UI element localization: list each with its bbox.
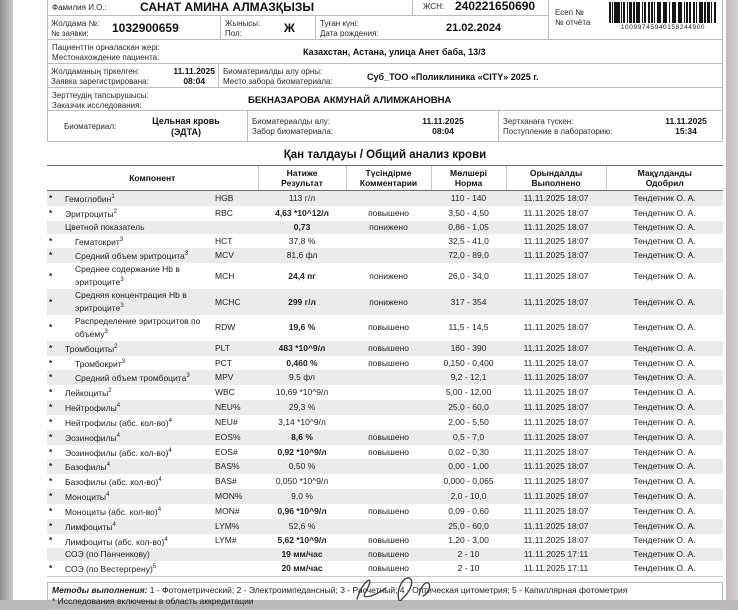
comment-value: повышено	[346, 548, 431, 561]
row-accreditation-flag: *	[47, 289, 63, 315]
comment-value	[346, 385, 431, 400]
registered-cell	[47, 63, 219, 88]
location-label-kz: Пациенттін орналаскан жері:	[52, 43, 160, 52]
row-accreditation-flag: *	[49, 505, 53, 516]
row-accreditation-flag: *	[47, 519, 63, 534]
methods-label: Методы выполнения:	[52, 585, 148, 596]
location-value: Казахстан, Астана, улица Анет баба, 13/3	[303, 47, 486, 57]
comment-value: повышено	[368, 357, 409, 368]
component-code: MON%	[213, 489, 258, 504]
row-accreditation-flag: *	[49, 357, 53, 368]
performed-at: 11.11.2025 18:07	[506, 400, 606, 415]
component-name: Эритроциты$^2$	[65, 208, 117, 219]
component-code: MPV	[213, 370, 258, 385]
performed-at: 11.11.2025 17:11	[506, 548, 606, 561]
order-value: 1032900659	[112, 21, 179, 35]
component-name: Средний объем эритроцита$^3$	[63, 248, 213, 263]
sex-cell	[220, 15, 316, 40]
norm-range: 26,0 - 34,0	[448, 270, 489, 281]
iin-cell	[412, 0, 549, 16]
site-value: Суб_ТОО «Поликлиника «CITY» 2025 г.	[367, 72, 539, 82]
table-row	[47, 474, 723, 489]
customer-label-ru: Заказчик исследования:	[52, 100, 142, 110]
table-row	[47, 415, 723, 430]
component-code: MCHC	[213, 289, 258, 315]
row-accreditation-flag: *	[47, 191, 63, 206]
norm-range: 0,150 - 0,400	[443, 357, 494, 368]
accreditation-note: * Исследования включены в область аккредитации	[52, 596, 254, 607]
comment-value: повышено	[368, 207, 409, 218]
comment-value: повышено	[368, 322, 409, 333]
row-accreditation-flag: *	[49, 322, 53, 333]
component-code	[213, 221, 258, 234]
component-name: СОЭ (по Панченкову)	[63, 548, 213, 561]
table-row	[47, 519, 723, 534]
row-accreditation-flag: *	[47, 248, 63, 263]
component-name: Средняя концентрация Hb в эритроците$^3$	[63, 289, 213, 315]
result-value: 0,50 %	[258, 459, 346, 474]
component-code: RDW	[215, 322, 236, 333]
row-accreditation-flag: *	[47, 459, 63, 474]
customer-label-kz: Зерттеудің тапсырушысы:	[52, 91, 149, 100]
patient-info-grid	[47, 0, 723, 142]
result-value: 37,8 %	[288, 235, 316, 246]
customer-cell	[47, 87, 723, 111]
approved-by: Тендетник О. А.	[606, 221, 723, 234]
table-row	[47, 459, 723, 474]
comment-value	[346, 415, 431, 430]
component-code: WBC	[215, 387, 235, 398]
approved-by: Тендетник О. А.	[633, 505, 696, 516]
table-row	[47, 445, 723, 460]
performed-at: 11.11.2025 18:07	[523, 446, 589, 457]
row-accreditation-flag: *	[49, 476, 53, 487]
row-accreditation-flag: *	[49, 235, 53, 246]
norm-range: 2,0 - 10,0	[431, 489, 506, 504]
approved-by: Тендетник О. А.	[606, 341, 723, 356]
result-value: 0,96 *10^9/л	[277, 505, 327, 516]
methods-text: 1 - Фотометрический; 2 - Электроимпедансный; 3 - Расчетный; 4 - Оптическая цитометрия; 5 - Капиллярная фотометрия	[149, 585, 628, 596]
approved-by: Тендетник О. А.	[633, 446, 696, 457]
comment-value: повышено	[368, 535, 409, 546]
sex-value: Ж	[284, 21, 295, 35]
report-no-label-kz: Есеп №	[555, 8, 584, 17]
patient-name-value: САНАТ АМИНА АЛМАЗҚЫЗЫ	[140, 0, 315, 14]
collection-label-kz: Биоматериалды алу:	[252, 117, 330, 126]
sex-label-ru: Пол:	[225, 28, 242, 38]
component-code: RBC	[215, 207, 233, 218]
result-value: 19 мм/час	[258, 548, 346, 561]
comment-value: повышено	[346, 341, 431, 356]
table-row	[47, 221, 723, 234]
biomaterial-value: Цельная кровь	[152, 116, 220, 126]
approved-by: Тендетник О. А.	[633, 322, 696, 333]
result-value: 10,69 *10^9/л	[275, 387, 329, 398]
norm-range: 1,20 - 3,00	[448, 535, 489, 546]
row-accreditation-flag: *	[47, 430, 63, 445]
norm-range: 72,0 - 89,0	[431, 248, 506, 263]
col-header-done: Орындалды Выполнено	[506, 166, 606, 191]
barcode-number: 10099745940158244900	[620, 24, 706, 31]
col-header-component: Компонент	[47, 166, 258, 191]
signature	[343, 575, 483, 601]
norm-range: 160 - 390	[431, 341, 506, 356]
component-code	[213, 561, 258, 576]
component-code: LYM%	[213, 519, 258, 534]
norm-range: 0,00 - 1,00	[431, 459, 506, 474]
performed-at: 11.11.2025 18:07	[506, 341, 606, 356]
lab-in-label-ru: Поступление в лабораторию:	[503, 126, 613, 136]
table-row	[47, 315, 723, 341]
approved-by: Тендетник О. А.	[633, 476, 696, 487]
performed-at: 11.11.2025 18:07	[523, 416, 589, 427]
result-value: 9,0 %	[258, 489, 346, 504]
lab-in-date: 11.11.2025	[665, 116, 707, 126]
table-row	[47, 489, 723, 504]
lab-in-label-kz: Зертханаға түскен:	[503, 117, 574, 126]
component-code: MCV	[213, 248, 258, 263]
comment-value	[346, 191, 431, 206]
row-accreditation-flag	[47, 548, 63, 561]
component-name: Тромбоциты$^2$	[63, 341, 213, 356]
lab-in-time: 15:34	[675, 125, 697, 136]
component-name: Базофилы$^4$	[63, 459, 213, 474]
performed-at: 11.11.2025 18:07	[523, 235, 589, 246]
table-row	[47, 534, 723, 549]
approved-by: Тендетник О. А.	[606, 289, 723, 315]
lab-received-cell	[498, 110, 723, 142]
result-value: 81,6 фл	[258, 248, 346, 263]
comment-value	[346, 519, 431, 534]
approved-by: Тендетник О. А.	[633, 387, 696, 398]
approved-by: Тендетник О. А.	[606, 519, 723, 534]
table-row	[47, 191, 723, 206]
order-number-cell	[47, 15, 221, 40]
component-name: Лейкоциты$^2$	[65, 388, 112, 399]
patient-location-cell	[47, 39, 723, 64]
norm-range: 0,5 - 7,0	[431, 430, 506, 445]
approved-by: Тендетник О. А.	[633, 357, 696, 368]
component-code: EOS#	[215, 446, 238, 457]
collection-time: 08:04	[432, 125, 454, 136]
performed-at: 11.11.2025 18:07	[523, 357, 589, 368]
comment-value: понижено	[346, 221, 431, 234]
component-code	[213, 548, 258, 561]
approved-by: Тендетник О. А.	[633, 207, 696, 218]
norm-range: 2 - 10	[431, 548, 506, 561]
component-code: PLT	[213, 341, 258, 356]
site-label-ru: Место забора биоматериала:	[223, 76, 333, 86]
order-label-kz: Жолдама №:	[51, 19, 100, 28]
col-header-result: Натиже Результат	[258, 166, 346, 191]
approved-by: Тендетник О. А.	[606, 248, 723, 263]
comment-value	[346, 459, 431, 474]
performed-at: 11.11.2025 18:07	[506, 489, 606, 504]
birth-date-cell	[315, 15, 549, 40]
birth-value: 21.02.2024	[446, 22, 502, 34]
component-name: Моноциты$^4$	[63, 489, 213, 504]
patient-name-label: Фамилия И.О.:	[52, 2, 107, 12]
component-name: Нейтрофилы (абс. кол-во)$^4$	[65, 417, 172, 428]
component-name: Лимфоциты$^4$	[63, 519, 213, 534]
component-code: BAS#	[215, 476, 237, 487]
comment-value: повышено	[368, 563, 409, 574]
performed-at: 11.11.2025 18:07	[506, 191, 606, 206]
table-row	[47, 400, 723, 415]
table-row	[47, 234, 723, 249]
approved-by: Тендетник О. А.	[606, 430, 723, 445]
table-row	[47, 430, 723, 445]
customer-value: БЕКНАЗАРОВА АКМУНАЙ АЛИМЖАНОВНА	[248, 95, 452, 106]
site-label-kz: Биоматериалды алу орны:	[223, 67, 323, 76]
component-name: Эозинофилы$^4$	[63, 430, 213, 445]
norm-range: 0,000 - 0,065	[443, 476, 494, 487]
performed-at: 11.11.2025 18:07	[523, 322, 589, 333]
collection-label-ru: Забор биоматериала:	[252, 126, 333, 136]
component-name: Распределение эритроцитов по объему$^3$	[75, 315, 201, 339]
component-name: Цветной показатель	[63, 221, 213, 234]
col-header-comment: Түсіндірме Комментарии	[346, 166, 431, 191]
performed-at: 11.11.2025 18:07	[523, 535, 589, 546]
result-value: 24,4 пг	[288, 270, 316, 281]
result-value: 8,6 %	[258, 430, 346, 445]
component-code: HGB	[213, 191, 258, 206]
component-code: BAS%	[213, 459, 258, 474]
result-value: 113 г/л	[258, 191, 346, 206]
barcode	[609, 2, 717, 23]
row-accreditation-flag: *	[49, 416, 53, 427]
row-accreditation-flag: *	[49, 207, 53, 218]
result-value: 5,62 *10^9/л	[277, 535, 327, 546]
performed-at: 11.11.2025 18:07	[506, 248, 606, 263]
table-row	[47, 504, 723, 519]
approved-by: Тендетник О. А.	[633, 235, 696, 246]
row-accreditation-flag: *	[49, 387, 53, 398]
comment-value	[346, 489, 431, 504]
table-row	[47, 206, 723, 221]
table-row	[47, 289, 723, 315]
result-value: 0,050 *10^9/л	[275, 476, 329, 487]
table-row	[47, 370, 723, 385]
component-name: Моноциты (абс. кол-во)$^4$	[65, 506, 162, 517]
norm-range: 11,5 - 14,5	[448, 322, 489, 333]
performed-at: 11.11.2025 18:07	[506, 430, 606, 445]
iin-value: 240221650690	[455, 0, 536, 13]
row-accreditation-flag: *	[49, 446, 53, 457]
iin-label: ЖСН:	[423, 1, 445, 11]
approved-by: Тендетник О. А.	[606, 459, 723, 474]
collection-time-cell	[247, 110, 499, 142]
collection-site-cell	[218, 63, 723, 88]
performed-at: 11.11.2025 18:07	[523, 207, 589, 218]
comment-value	[346, 234, 431, 249]
norm-range: 25,0 - 60,0	[431, 519, 506, 534]
table-row	[47, 548, 723, 561]
comment-value: повышено	[346, 430, 431, 445]
row-accreditation-flag: *	[47, 400, 63, 415]
norm-range: 0,02 - 0,30	[448, 446, 489, 457]
component-code: MCH	[215, 270, 235, 281]
order-label-ru: № заявки:	[51, 28, 89, 38]
performed-at: 11.11.2025 18:07	[523, 476, 589, 487]
norm-range: 110 - 140	[431, 191, 506, 206]
performed-at: 11.11.2025 17:11	[523, 563, 589, 574]
component-code: MON#	[215, 505, 240, 516]
col-header-norm: Мөлшері Норма	[431, 166, 506, 191]
comment-value: понижено	[369, 270, 408, 281]
result-value: 0,73	[258, 221, 346, 234]
result-value: 483 *10^9/л	[258, 341, 346, 356]
row-accreditation-flag: *	[47, 489, 63, 504]
result-value: 29,3 %	[258, 400, 346, 415]
row-accreditation-flag: *	[49, 563, 53, 574]
registered-label-ru: Заявка зарегистрирована:	[51, 76, 149, 86]
row-accreditation-flag: *	[49, 535, 53, 546]
norm-range: 5,00 - 12,00	[445, 387, 492, 398]
row-accreditation-flag: *	[47, 341, 63, 356]
row-accreditation-flag: *	[47, 370, 63, 385]
table-row	[47, 248, 723, 263]
performed-at: 11.11.2025 18:07	[506, 370, 606, 385]
component-name: Базофилы (абс. кол-во)$^4$	[65, 477, 162, 488]
norm-range: 3,50 - 4,50	[448, 207, 489, 218]
result-value: 4,63 *10^12/л	[275, 207, 329, 218]
col-header-approved: Мақұлданды Одобрил	[606, 166, 723, 191]
table-row	[47, 263, 723, 289]
registered-date: 11.11.2025	[173, 66, 215, 76]
performed-at: 11.11.2025 18:07	[506, 519, 606, 534]
norm-range: 32,5 - 41,0	[448, 235, 489, 246]
result-value: 299 г/л	[258, 289, 346, 315]
result-value: 0,460 %	[286, 357, 318, 368]
result-value: 19,6 %	[288, 322, 316, 333]
norm-range: 2,00 - 5,50	[448, 416, 489, 427]
biomaterial-label: Биоматериал:	[64, 122, 117, 131]
birth-label-ru: Дата рождения:	[320, 28, 379, 38]
performed-at: 11.11.2025 18:07	[506, 289, 606, 315]
component-code: PCT	[215, 357, 232, 368]
row-accreditation-flag	[47, 221, 63, 234]
location-label-ru: Местонахождение пациента:	[52, 52, 160, 62]
component-name: Лимфоциты (абс. кол-во)$^4$	[65, 536, 168, 547]
viewer-right-margin	[726, 0, 738, 600]
viewer-left-margin	[0, 0, 13, 600]
approved-by: Тендетник О. А.	[606, 548, 723, 561]
component-name: Тромбокрит$^3$	[75, 358, 125, 369]
performed-at: 11.11.2025 18:07	[506, 459, 606, 474]
comment-value: повышено	[368, 446, 409, 457]
component-code: LYM#	[215, 535, 237, 546]
report-title: Қан талдауы / Общий анализ крови	[283, 149, 487, 161]
registered-time: 08:04	[183, 75, 206, 86]
report-number-cell	[548, 0, 723, 40]
row-accreditation-flag: *	[49, 270, 53, 281]
performed-at: 11.11.2025 18:07	[523, 387, 589, 398]
norm-range: 317 - 354	[431, 289, 506, 315]
norm-range: 0,09 - 0,60	[448, 505, 489, 516]
result-value: 0,92 *10^9/л	[277, 446, 327, 457]
sex-label-kz: Жынысы:	[225, 19, 261, 28]
approved-by: Тендетник О. А.	[633, 563, 696, 574]
table-header-row	[47, 166, 723, 191]
approved-by: Тендетник О. А.	[606, 191, 723, 206]
component-code: NEU%	[213, 400, 258, 415]
registered-label-kz: Жолдаманың тіркелген:	[51, 67, 140, 76]
approved-by: Тендетник О. А.	[633, 416, 696, 427]
comment-value	[346, 370, 431, 385]
comment-value	[346, 474, 431, 489]
table-row	[47, 341, 723, 356]
comment-value: повышено	[368, 505, 409, 516]
performed-at: 11.11.2025 18:07	[523, 270, 589, 281]
approved-by: Тендетник О. А.	[606, 489, 723, 504]
component-name: Средний объем тромбоцита$^3$	[63, 370, 213, 385]
collection-date: 11.11.2025	[422, 116, 464, 126]
norm-range: 0,86 - 1,05	[431, 221, 506, 234]
component-code: HCT	[215, 235, 233, 246]
approved-by: Тендетник О. А.	[633, 270, 696, 281]
table-row	[47, 356, 723, 371]
result-value: 52,6 %	[258, 519, 346, 534]
component-code: NEU#	[215, 416, 238, 427]
norm-range: 2 - 10	[457, 563, 480, 574]
approved-by: Тендетник О. А.	[606, 370, 723, 385]
approved-by: Тендетник О. А.	[606, 400, 723, 415]
table-row	[47, 385, 723, 400]
biomaterial-cell	[47, 110, 248, 142]
component-name: СОЭ (по Вестергрену)$^5$	[65, 564, 157, 575]
norm-range: 25,0 - 60,0	[431, 400, 506, 415]
result-value: 3,14 *10^9/л	[278, 416, 326, 427]
patient-name-cell	[47, 0, 413, 16]
comment-value	[346, 400, 431, 415]
report-no-label-ru: № отчёта	[555, 17, 591, 27]
component-name: Среднее содержание Hb в эритроците$^3$	[75, 264, 180, 288]
performed-at: 11.11.2025 18:07	[506, 221, 606, 234]
result-value: 20 мм/час	[281, 563, 323, 574]
birth-label-kz: Туған күні:	[320, 19, 359, 28]
report-page	[13, 0, 726, 607]
biomaterial-value-2: (ЭДТА)	[170, 126, 201, 137]
component-name: Нейтрофилы$^4$	[63, 400, 213, 415]
approved-by: Тендетник О. А.	[633, 535, 696, 546]
comment-value	[346, 248, 431, 263]
performed-at: 11.11.2025 18:07	[523, 505, 589, 516]
component-name: Гемоглобин$^1$	[63, 191, 213, 206]
results-table	[47, 165, 723, 577]
component-name: Гематокрит$^3$	[75, 236, 124, 247]
component-code: EOS%	[213, 430, 258, 445]
norm-range: 9,2 - 12,1	[431, 370, 506, 385]
component-name: Эозинофилы (абс. кол-во)$^4$	[65, 447, 172, 458]
result-value: 9,5 фл	[258, 370, 346, 385]
comment-value: понижено	[346, 289, 431, 315]
